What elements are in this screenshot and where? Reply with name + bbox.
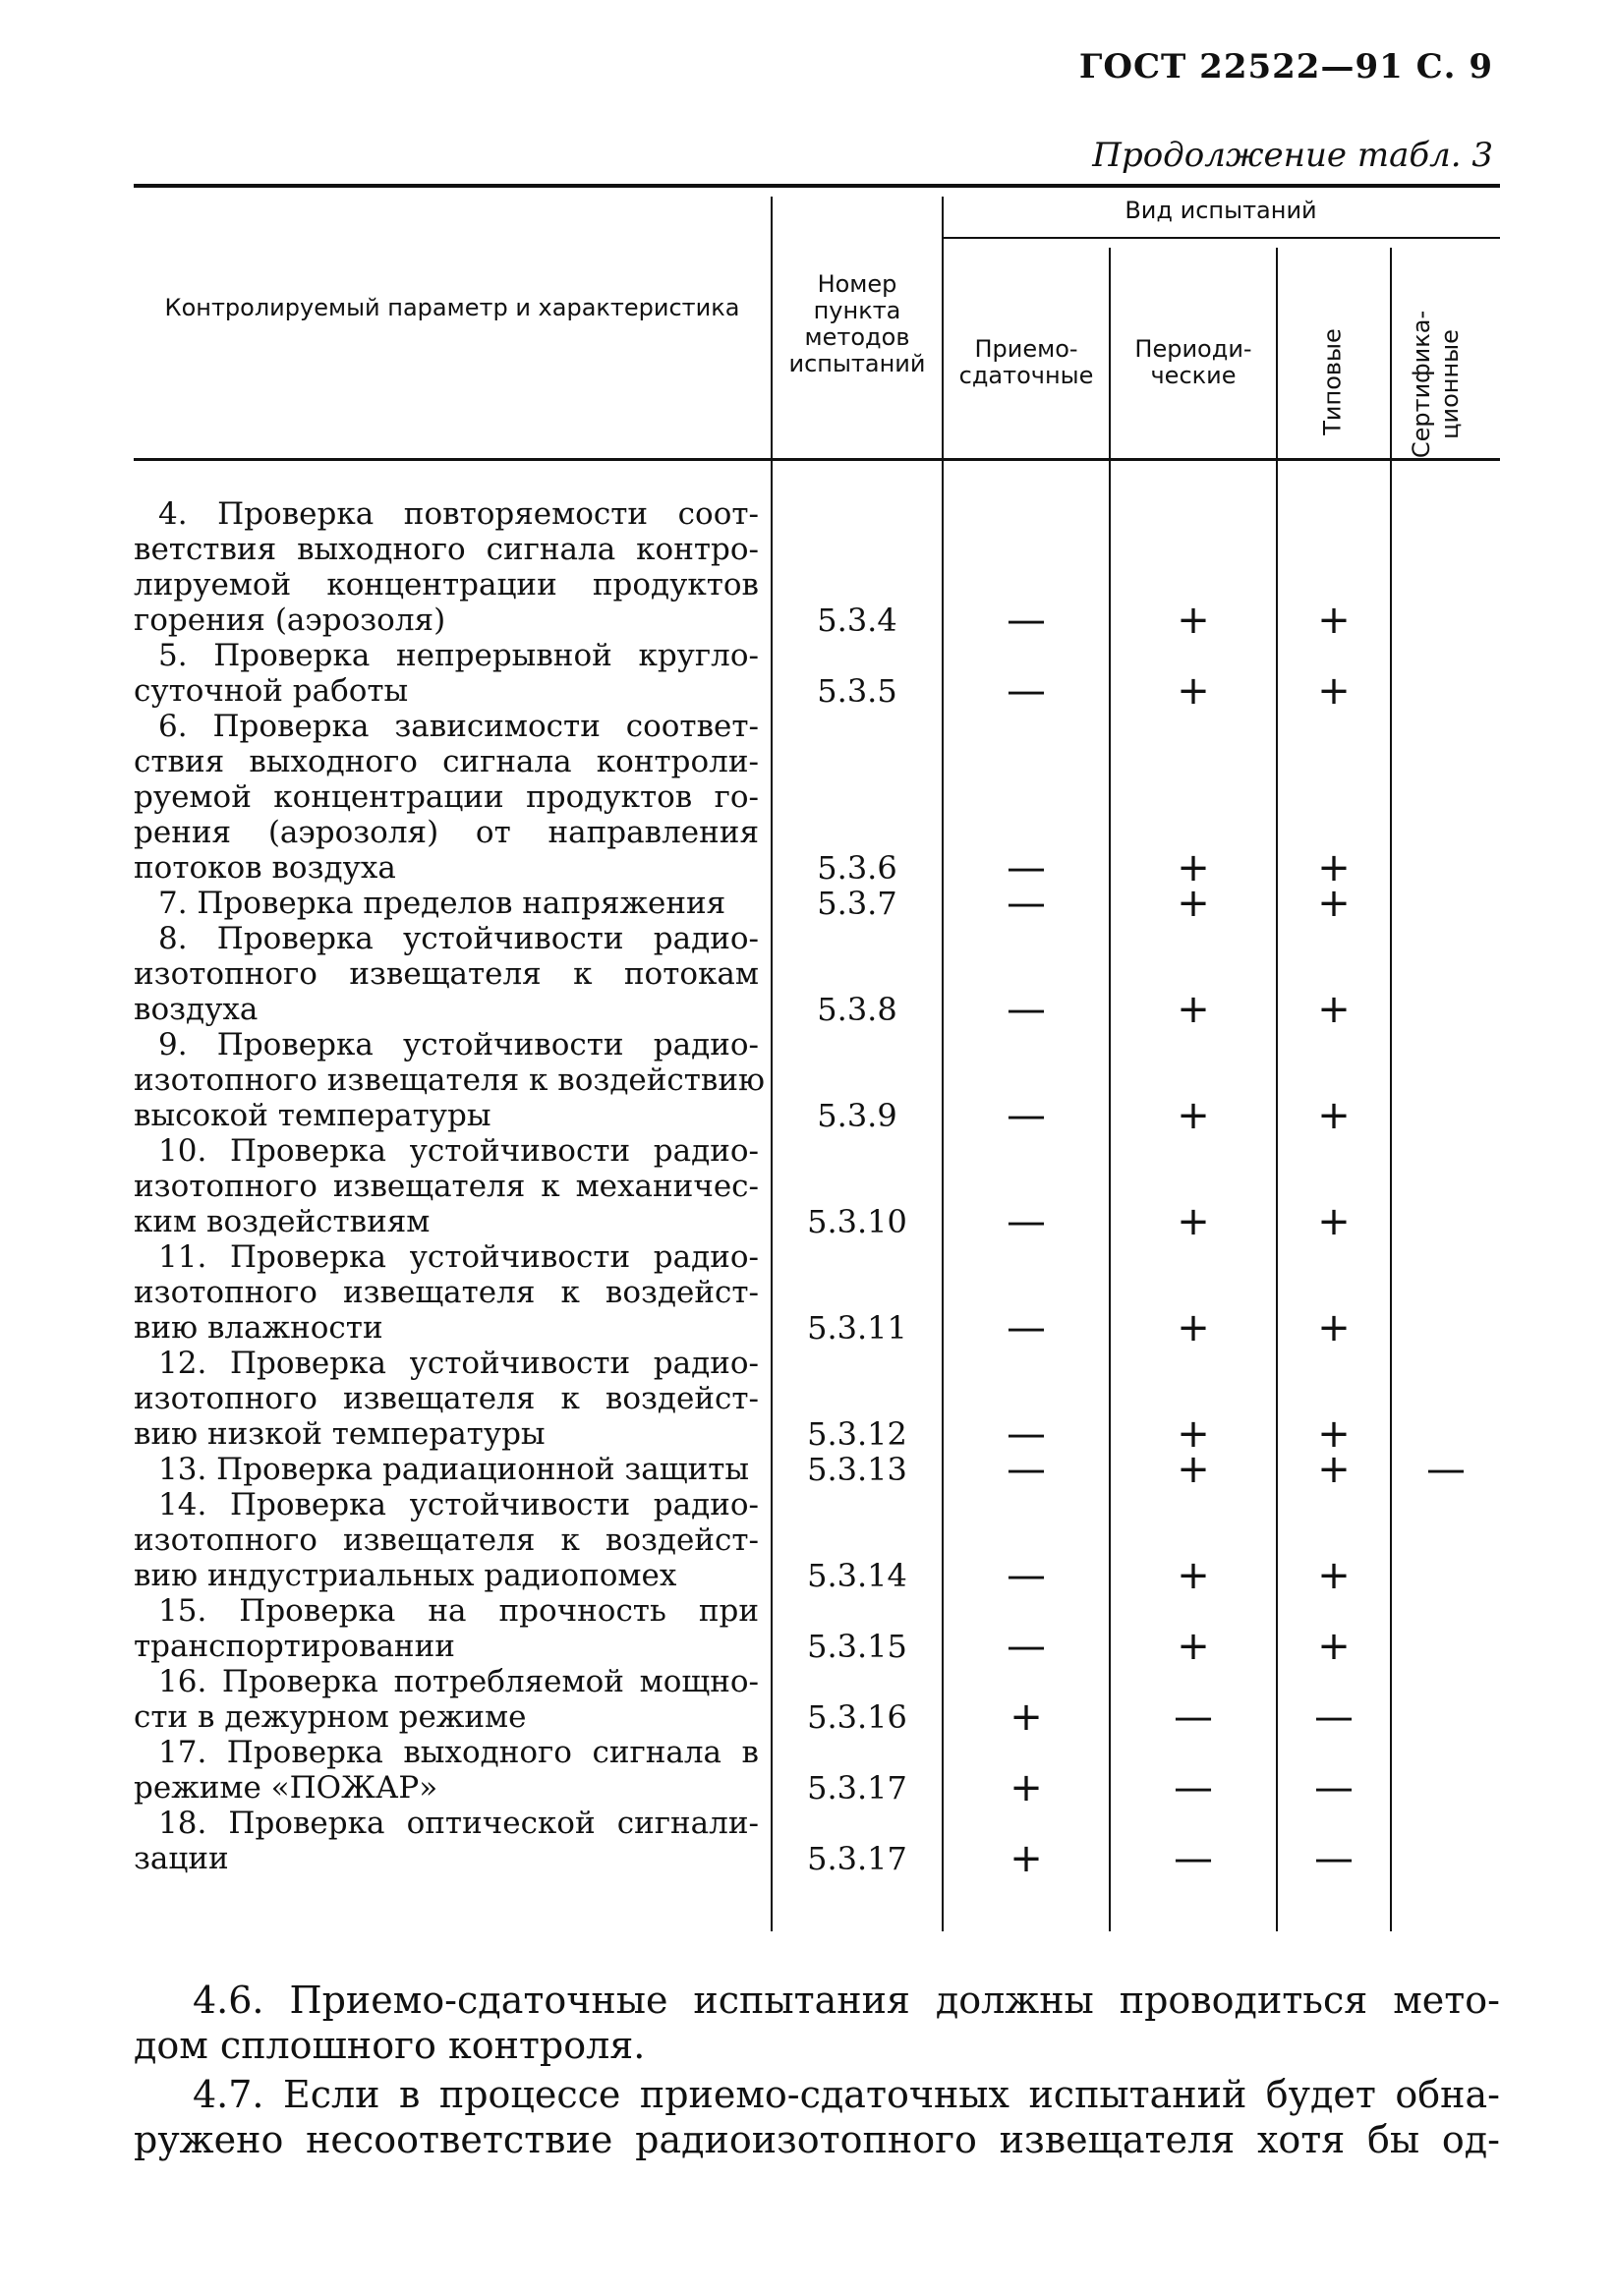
row-mark: — <box>1314 1765 1354 1810</box>
row-mark: + <box>1317 1447 1351 1492</box>
row-mark: + <box>1177 1624 1210 1669</box>
header-acceptance: Приемо-сдаточные <box>958 335 1094 389</box>
row-parameter-line: 9. Проверка устойчивости радио- <box>158 1027 759 1062</box>
paragraph <box>134 2072 1500 2162</box>
row-mark: — <box>1007 1093 1046 1138</box>
row-mark: — <box>1007 1305 1046 1350</box>
row-parameter <box>134 1239 759 1346</box>
row-mark: — <box>1314 1694 1354 1740</box>
row-parameter-line: горения (аэрозоля) <box>134 603 446 638</box>
paragraph <box>134 1978 1500 2068</box>
table-row <box>134 1735 1500 1810</box>
row-mark: + <box>1317 1093 1351 1138</box>
row-parameter <box>134 1346 759 1452</box>
row-parameter-line: 17. Проверка выходного сигнала в <box>158 1735 759 1770</box>
row-method-number: 5.3.11 <box>807 1309 907 1347</box>
row-mark: — <box>1007 668 1046 714</box>
row-mark: + <box>1317 598 1351 643</box>
row-mark: + <box>1177 1093 1210 1138</box>
row-parameter-line: 7. Проверка пределов напряжения <box>158 886 726 921</box>
row-method-number: 5.3.17 <box>807 1769 907 1807</box>
header-method: Номер пункта методов испытаний <box>788 270 926 377</box>
row-parameter-line: режиме «ПОЖАР» <box>134 1770 438 1806</box>
row-parameter <box>134 709 759 886</box>
row-method-number: 5.3.6 <box>817 849 897 887</box>
row-parameter-line: 10. Проверка устойчивости радио- <box>158 1133 759 1169</box>
row-parameter <box>134 1133 759 1239</box>
row-parameter-line: рения (аэрозоля) от направления <box>134 815 759 850</box>
row-mark: + <box>1177 881 1210 926</box>
row-mark: + <box>1177 1411 1210 1457</box>
row-parameter-line: 5. Проверка непрерывной кругло- <box>158 638 759 673</box>
table-row <box>134 709 1500 890</box>
row-parameter-line: 4. Проверка повторяемости соот- <box>158 496 759 532</box>
row-parameter-line: изотопного извещателя к потокам <box>134 956 759 992</box>
row-parameter-line: суточной работы <box>134 673 409 709</box>
row-parameter-line: вию влажности <box>134 1310 383 1346</box>
row-parameter-line: потоков воздуха <box>134 850 396 886</box>
header-test-types: Вид испытаний <box>1125 197 1317 224</box>
row-parameter-line: высокой температуры <box>134 1098 491 1133</box>
row-parameter-line: изотопного извещателя к воздействию <box>134 1062 766 1098</box>
table-row <box>134 496 1500 643</box>
row-parameter-line: вию низкой температуры <box>134 1416 546 1452</box>
row-parameter <box>134 1735 759 1806</box>
row-mark: — <box>1007 598 1046 643</box>
row-parameter-line: изотопного извещателя к воздейст- <box>134 1275 759 1310</box>
row-method-number: 5.3.13 <box>807 1451 907 1488</box>
table-row <box>134 1664 1500 1740</box>
row-mark: + <box>1317 1305 1351 1350</box>
table-row <box>134 1487 1500 1598</box>
row-mark: + <box>1177 1305 1210 1350</box>
row-mark: — <box>1007 881 1046 926</box>
row-parameter <box>134 1452 759 1487</box>
row-method-number: 5.3.16 <box>807 1698 907 1736</box>
row-parameter-line: лируемой концентрации продуктов <box>134 567 759 603</box>
row-mark: + <box>1177 1447 1210 1492</box>
row-method-number: 5.3.9 <box>817 1097 897 1134</box>
row-mark: + <box>1009 1765 1043 1810</box>
page-header: ГОСТ 22522—91 С. 9 <box>1078 47 1493 86</box>
row-parameter-line: зации <box>134 1841 229 1876</box>
row-mark: + <box>1317 668 1351 714</box>
row-parameter-line: изотопного извещателя к механичес- <box>134 1169 759 1204</box>
row-mark: + <box>1177 598 1210 643</box>
row-parameter <box>134 1487 759 1593</box>
row-parameter-line: 8. Проверка устойчивости радио- <box>158 921 759 956</box>
table-row <box>134 1447 1500 1492</box>
row-parameter-line: 11. Проверка устойчивости радио- <box>158 1239 759 1275</box>
row-mark: — <box>1174 1836 1213 1881</box>
row-mark: + <box>1317 881 1351 926</box>
row-mark: — <box>1426 1447 1466 1492</box>
row-parameter-line: сти в дежурном режиме <box>134 1699 527 1735</box>
paragraph-line: 4.7. Если в процессе приемо-сдаточных испытаний будет обна- <box>193 2073 1500 2116</box>
row-mark: + <box>1317 845 1351 890</box>
header-bottom-rule <box>134 458 1500 461</box>
row-parameter <box>134 496 759 638</box>
row-mark: + <box>1177 1553 1210 1598</box>
row-method-number: 5.3.14 <box>807 1557 907 1594</box>
row-parameter <box>134 1027 766 1133</box>
row-parameter-line: ветствия выходного сигнала контро- <box>134 532 759 567</box>
row-parameter-line: руемой концентрации продуктов го- <box>134 779 759 815</box>
row-parameter-line: 18. Проверка оптической сигнали- <box>158 1806 759 1841</box>
group-header-rule <box>942 237 1500 239</box>
paragraph-line: ружено несоответствие радиоизотопного извещателя хотя бы од- <box>134 2118 1500 2161</box>
table-continuation-label: Продолжение табл. 3 <box>1092 136 1493 175</box>
row-mark: + <box>1177 668 1210 714</box>
row-mark: — <box>1007 1553 1046 1598</box>
row-parameter-line: изотопного извещателя к воздейст- <box>134 1381 759 1416</box>
row-parameter <box>134 1593 759 1664</box>
table-row <box>134 881 1500 926</box>
row-mark: + <box>1009 1836 1043 1881</box>
row-parameter-line: 6. Проверка зависимости соответ- <box>158 709 759 744</box>
row-parameter-line: 15. Проверка на прочность при <box>158 1593 759 1629</box>
row-mark: + <box>1317 1624 1351 1669</box>
row-parameter-line: 14. Проверка устойчивости радио- <box>158 1487 759 1522</box>
row-mark: + <box>1317 987 1351 1032</box>
header-param: Контролируемый параметр и характеристика <box>164 294 740 321</box>
table-row <box>134 1806 1500 1881</box>
table-row <box>134 1133 1500 1244</box>
table-row <box>134 921 1500 1032</box>
row-method-number: 5.3.12 <box>807 1415 907 1453</box>
row-parameter-line: 13. Проверка радиационной защиты <box>158 1452 750 1487</box>
paragraph-line: 4.6. Приемо-сдаточные испытания должны проводиться мето- <box>193 1979 1500 2022</box>
paragraph-line: дом сплошного контроля. <box>134 2024 646 2067</box>
table-row <box>134 1346 1500 1457</box>
row-parameter-line: транспортировании <box>134 1629 455 1664</box>
row-method-number: 5.3.7 <box>817 885 897 922</box>
table-row <box>134 1239 1500 1350</box>
row-mark: — <box>1007 845 1046 890</box>
row-parameter <box>134 886 759 921</box>
row-method-number: 5.3.4 <box>817 602 897 639</box>
row-mark: — <box>1174 1694 1213 1740</box>
row-parameter-line: вию индустриальных радиопомех <box>134 1558 677 1593</box>
table-top-rule <box>134 184 1500 188</box>
row-parameter <box>134 921 759 1027</box>
row-method-number: 5.3.17 <box>807 1840 907 1877</box>
row-parameter <box>134 1664 759 1735</box>
row-method-number: 5.3.10 <box>807 1203 907 1240</box>
row-mark: — <box>1007 1411 1046 1457</box>
header-certification: Сертифика-ционные <box>1408 310 1464 459</box>
row-mark: + <box>1009 1694 1043 1740</box>
row-mark: + <box>1317 1553 1351 1598</box>
row-parameter-line: ким воздействиям <box>134 1204 431 1239</box>
row-parameter-line: ствия выходного сигнала контроли- <box>134 744 759 779</box>
row-parameter-line: 12. Проверка устойчивости радио- <box>158 1346 759 1381</box>
row-parameter <box>134 1806 759 1876</box>
row-mark: — <box>1314 1836 1354 1881</box>
row-parameter-line: 16. Проверка потребляемой мощно- <box>158 1664 759 1699</box>
row-method-number: 5.3.8 <box>817 991 897 1028</box>
row-mark: — <box>1007 1624 1046 1669</box>
row-mark: — <box>1007 1199 1046 1244</box>
row-mark: + <box>1177 1199 1210 1244</box>
row-mark: + <box>1317 1411 1351 1457</box>
row-parameter-line: изотопного извещателя к воздейст- <box>134 1522 759 1558</box>
row-mark: — <box>1174 1765 1213 1810</box>
row-mark: + <box>1177 845 1210 890</box>
row-method-number: 5.3.5 <box>817 672 897 710</box>
row-mark: — <box>1007 1447 1046 1492</box>
row-mark: — <box>1007 987 1046 1032</box>
row-mark: + <box>1177 987 1210 1032</box>
table-row <box>134 1027 1500 1138</box>
header-type: Типовые <box>1318 328 1347 435</box>
table-row <box>134 638 1500 714</box>
row-method-number: 5.3.15 <box>807 1628 907 1665</box>
table-row <box>134 1593 1500 1669</box>
header-periodic: Периоди-ческие <box>1134 335 1252 389</box>
row-mark: + <box>1317 1199 1351 1244</box>
row-parameter <box>134 638 759 709</box>
row-parameter-line: воздуха <box>134 992 259 1027</box>
